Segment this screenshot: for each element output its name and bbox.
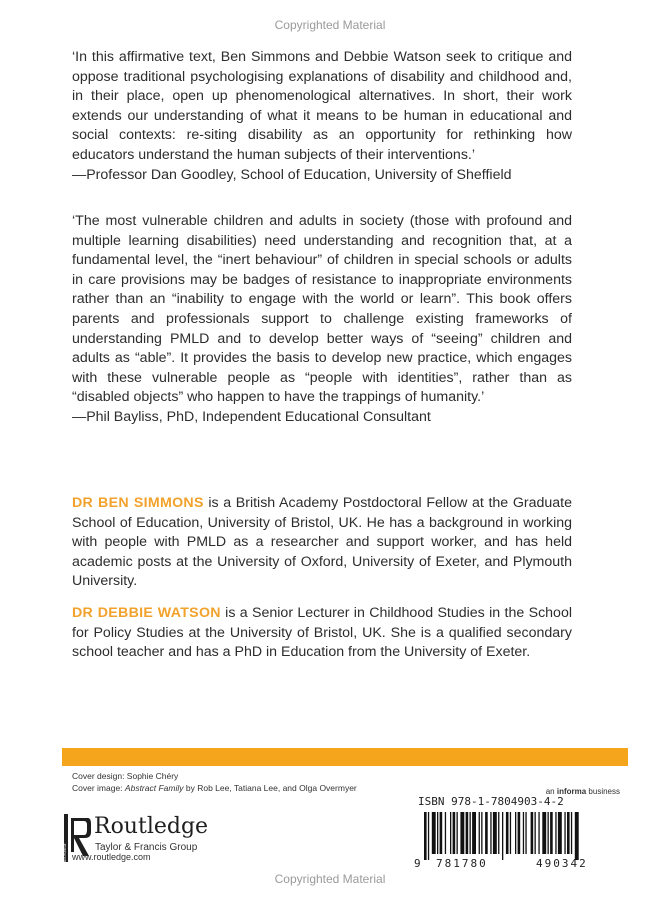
barcode-bar <box>571 812 572 854</box>
barcode-bar <box>493 812 497 854</box>
isbn-label: ISBN 978-1-7804903-4-2 <box>418 795 564 808</box>
quote-text: ‘The most vulnerable children and adults in society (those with profound and multiple learning disabilities) need understanding and recognition that, at a fundamental level, the “inert behaviour” of children in special schools or adults in care provisions may be badges of resistance to inappropriate environments rather than an “inability to engage with the world or learn”. This book offers parents and professionals support to challenge existing frameworks of understanding PMLD and to develop better ways of “seeing” children and adults as “able”. It provides the basis to develop new practice, which engages with these vulnerable people as “people with identities”, rather than as “disabled objects” who happen to have the trappings of humanity.’ <box>72 213 572 406</box>
author-bio-simmons <box>72 494 572 592</box>
barcode-bar <box>542 812 546 854</box>
barcode-bar <box>490 812 491 854</box>
barcode-bar <box>432 812 436 854</box>
barcode-bar <box>485 812 488 854</box>
cover-image-credit: Cover image: Abstract Family by Rob Lee, Tatiana Lee, and Olga Overmyer <box>72 783 357 793</box>
accent-bar <box>62 748 628 766</box>
barcode-bar <box>538 812 539 854</box>
barcode-bar <box>531 812 534 854</box>
barcode-bar <box>457 812 458 854</box>
barcode-bar <box>535 812 536 854</box>
barcode-bar <box>453 812 456 854</box>
barcode-digits-right: 490342 <box>536 857 588 870</box>
barcode-bar <box>424 812 427 860</box>
barcode-digit-lead: 9 <box>414 857 421 870</box>
barcode-bar <box>470 812 471 854</box>
svg-text:ROUTLEDGE: ROUTLEDGE <box>63 843 67 862</box>
barcode-bar <box>564 812 565 854</box>
copyright-watermark-top: Copyrighted Material <box>274 18 386 32</box>
informa-business-tag: an informa business <box>545 787 620 796</box>
barcode-bar <box>506 812 509 854</box>
barcode-bar <box>502 812 503 860</box>
barcode-bar <box>518 812 521 854</box>
author-name: DR DEBBIE WATSON <box>72 605 221 621</box>
barcode-bar <box>525 812 526 854</box>
quote-text: ‘In this affirmative text, Ben Simmons and Debbie Watson seek to critique and oppose traditional psychologising explanations of disability and childhood and, in their place, open up phenomenological alternatives. In short, their work extends our understanding of what it means to be human in educational and social contexts: re-siting disability as an opportunity for rethinking how educators understand the human subjects of their interventions.’ <box>72 49 572 163</box>
barcode-bar <box>466 812 469 854</box>
barcode-bar <box>479 812 480 854</box>
barcode-bar <box>523 812 524 854</box>
copyright-watermark-bottom: Copyrighted Material <box>274 872 386 886</box>
barcode-bar <box>445 812 446 854</box>
publisher-group: Taylor & Francis Group <box>95 842 198 853</box>
barcode-digits-left: 781780 <box>436 857 488 870</box>
author-bio-watson <box>72 604 572 663</box>
publisher-website: www.routledge.com <box>72 852 151 862</box>
barcode-bar <box>437 812 438 854</box>
barcode-bar <box>510 812 511 854</box>
barcode-bar <box>558 812 562 854</box>
barcode-bar <box>567 812 570 854</box>
endorsement-quote-goodley <box>72 48 572 185</box>
author-bio-text: is a British Academy Postdoctoral Fellow at the Graduate School of Education, University of Bristol, UK. He has a background in working with people with PMLD as a researcher and support worker, and has held academic posts at the University of Oxford, University of Exeter, and Plymouth University. <box>72 495 572 590</box>
quote-attribution: —Phil Bayliss, PhD, Independent Educational Consultant <box>72 408 431 425</box>
barcode-bar <box>555 812 556 854</box>
barcode-bar <box>548 812 549 854</box>
barcode-bar <box>460 812 464 854</box>
cover-design-credit: Cover design: Sophie Chéry <box>72 771 179 781</box>
barcode-bar <box>440 812 443 854</box>
publisher-name: Routledge <box>94 814 209 839</box>
author-bio-text: is a Senior Lecturer in Childhood Studies in the School for Policy Studies at the University of Bristol, UK. She is a qualified secondary school teacher and has a PhD in Education from the University of Exeter. <box>72 605 572 661</box>
barcode-bar <box>515 812 516 854</box>
isbn-barcode <box>420 812 630 860</box>
barcode-bar <box>472 812 476 854</box>
cover-credits <box>72 770 432 794</box>
barcode-bar <box>550 812 553 854</box>
endorsement-quote-bayliss <box>72 212 572 428</box>
barcode-bar <box>428 812 429 860</box>
barcode-bar <box>498 812 499 854</box>
barcode-bar <box>450 812 451 854</box>
barcode-bar <box>575 812 579 860</box>
author-name: DR BEN SIMMONS <box>72 495 204 511</box>
barcode-bar <box>481 812 482 854</box>
quote-attribution: —Professor Dan Goodley, School of Education, University of Sheffield <box>72 166 512 183</box>
